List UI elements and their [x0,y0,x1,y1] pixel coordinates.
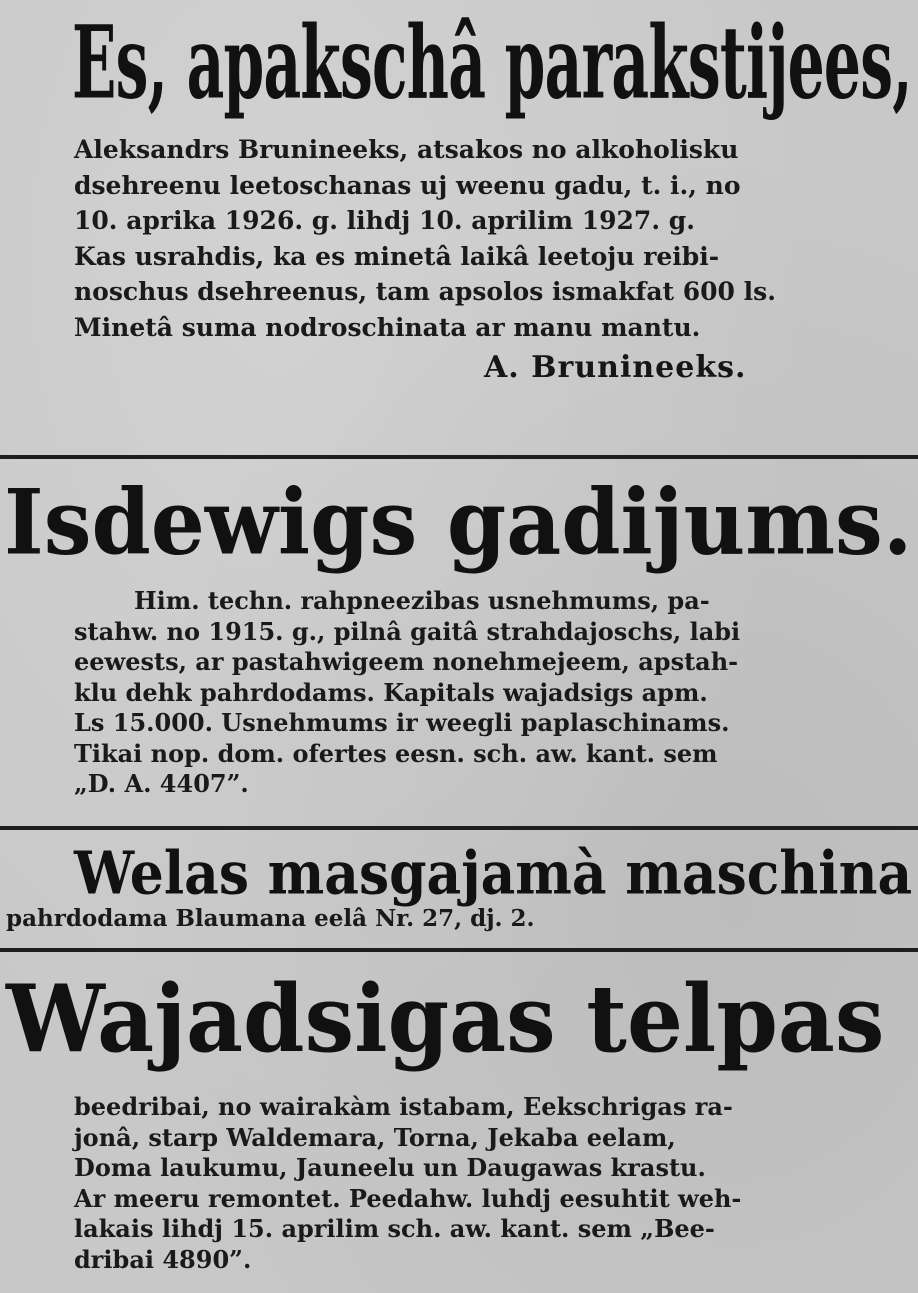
pledge-line: Aleksandrs Brunineeks, atsakos no alkoholisku [74,135,739,164]
washing-machine-headline: Welas masgajamà maschina [74,838,913,909]
pledge-line: Minetâ suma nodroschinata ar manu mantu. [74,312,701,342]
pledge-line: dsehreenu leetoschanas uj weenu gadu, t. i., no [74,170,741,200]
washing-machine-ad [0,830,918,948]
business-sale-line: Ls 15.000. Usnehmums ir weegli paplaschinams. [74,708,730,737]
premises-wanted-ad [0,952,918,1293]
pledge-headline: Es, apakschâ parakstijees, [72,5,912,122]
pledge-body [74,132,776,345]
business-sale-line: klu dehk pahrdodams. Kapitals wajadsigs apm. [74,677,708,707]
premises-wanted-line: beedribai, no wairakàm istabam, Eekschrigas ra- [74,1092,733,1121]
business-sale-line: „D. A. 4407”. [74,769,249,798]
business-sale-line: Him. techn. rahpneezibas usnehmums, pa- [134,586,710,615]
pledge-line: 10. aprika 1926. g. lihdj 10. aprilim 1927. g. [74,206,695,235]
business-sale-body [74,586,740,800]
washing-machine-line: pahrdodama Blaumana eelâ Nr. 27, dj. 2. [6,905,535,932]
premises-wanted-headline: Wajadsigas telpas [6,963,885,1073]
premises-wanted-line: jonâ, starp Waldemara, Torna, Jekaba eelam, [74,1122,676,1152]
premises-wanted-body [74,1092,741,1275]
washing-machine-body [6,904,535,934]
premises-wanted-line: dribai 4890”. [74,1244,252,1274]
pledge-announcement [0,0,918,455]
premises-wanted-line: Ar meeru remontet. Peedahw. luhdj eesuhtit weh- [74,1183,742,1213]
premises-wanted-line: Doma laukumu, Jauneelu un Daugawas krastu. [74,1153,706,1182]
divider-rule [0,455,918,459]
premises-wanted-line: lakais lihdj 15. aprilim sch. aw. kant. sem „Bee- [74,1214,715,1243]
business-sale-line: eewests, ar pastahwigeem nonehmejeem, apstah- [74,647,739,676]
business-sale-ad [0,460,918,826]
business-sale-line: stahw. no 1915. g., pilnâ gaitâ strahdajoschs, labi [74,616,741,646]
pledge-line: noschus dsehreenus, tam apsolos ismakfat 600 ls. [74,277,776,306]
business-sale-headline: Isdewigs gadijums. [4,469,913,576]
pledge-line: Kas usrahdis, ka es minetâ laikâ leetoju reibi- [74,241,720,271]
pledge-signature: A. Brunineeks. [484,350,747,385]
business-sale-line: Tikai nop. dom. ofertes eesn. sch. aw. kant. sem [74,738,718,768]
